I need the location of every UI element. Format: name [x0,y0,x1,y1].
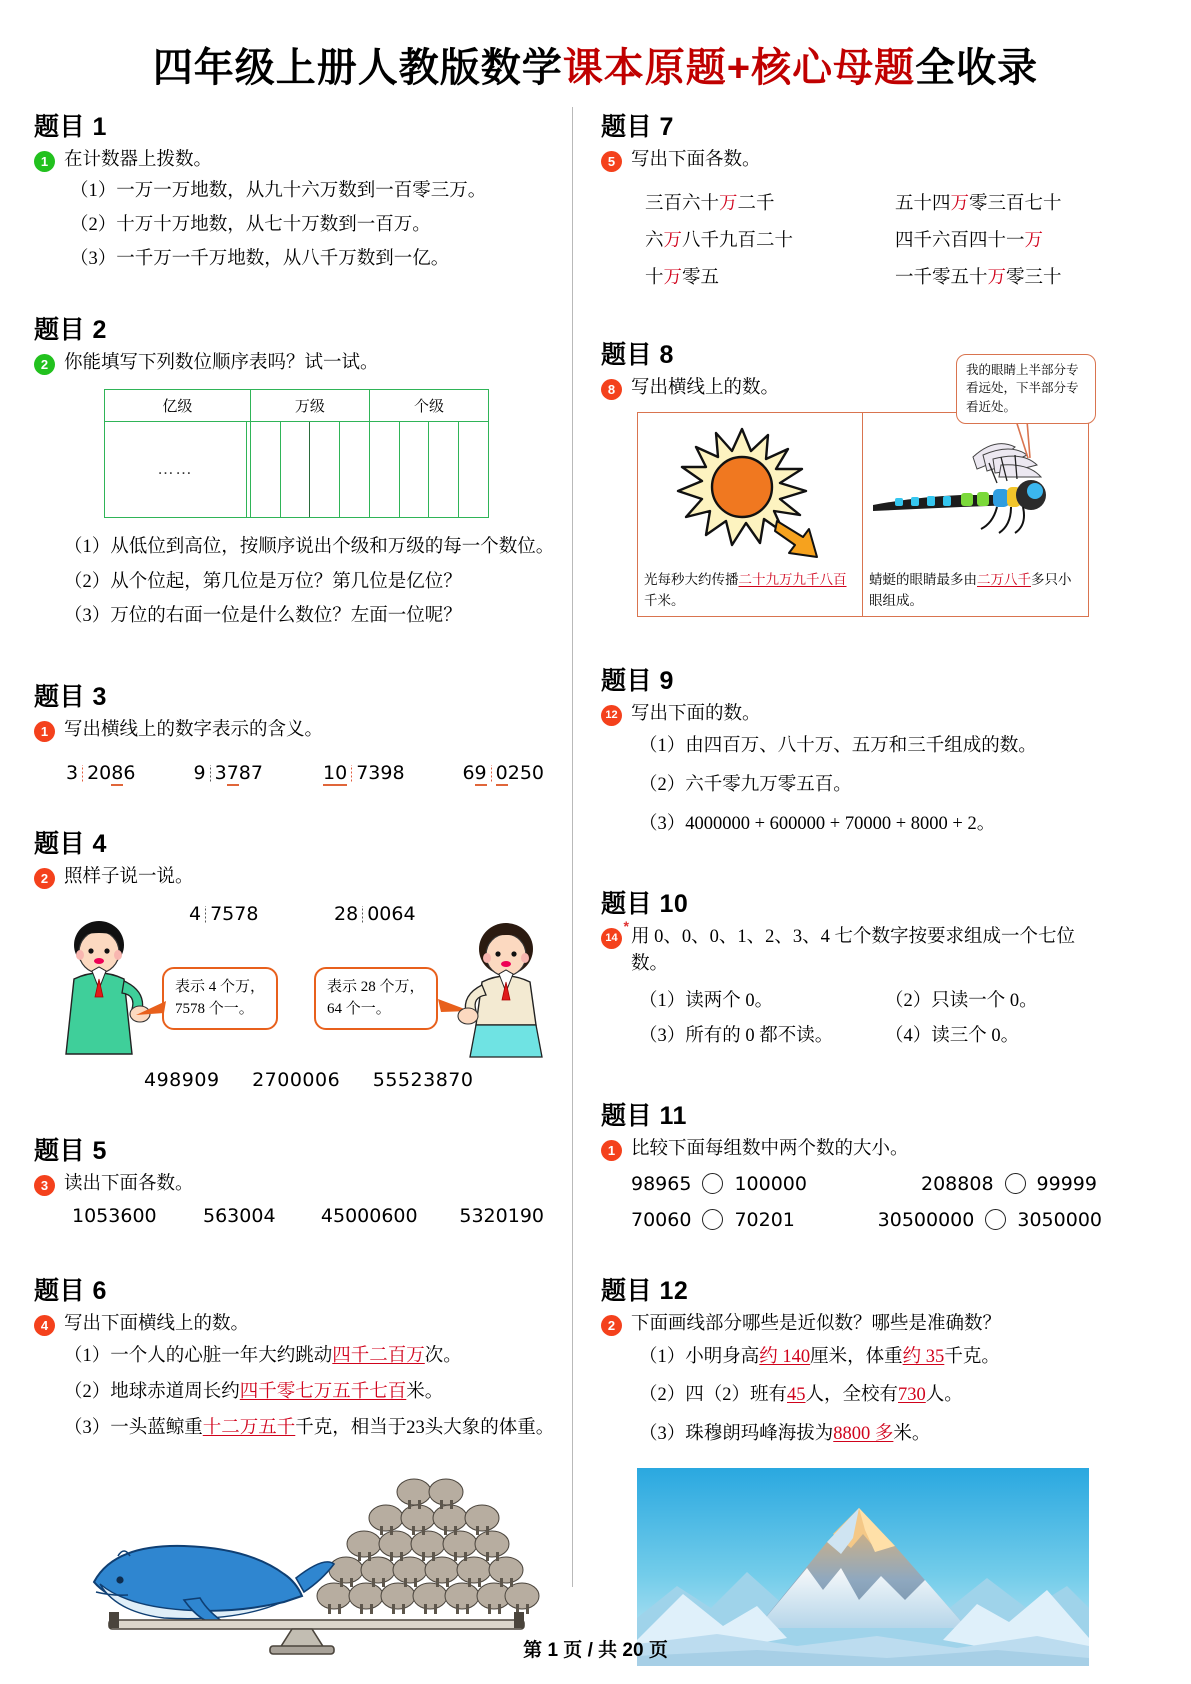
problem-2-line-3: （3）万位的右面一位是什么数位？左面一位呢？ [64,605,462,626]
title-part-2-highlight: 课本原题+核心母题 [562,46,916,90]
problem-4-number-list [144,1069,499,1091]
problem-1-stem [34,147,544,174]
problem-6 [34,1271,555,1662]
problem-2-lines [64,530,555,633]
problem-5-heading: 题目 5 [34,1136,107,1165]
problem-4-bubble-right-line-2: 64 个一。 [327,1001,391,1018]
problem-9-lines [639,727,1102,844]
problem-10-heading: 题目 10 [601,889,689,918]
problem-4-number-left: 4 7578 [189,902,259,925]
problem-4-bubble-left [162,967,278,1030]
page-title [0,0,1191,107]
problem-7-badge: 5 [601,151,622,172]
problem-11-pair-1 [631,1173,921,1195]
comparison-circle[interactable] [985,1209,1006,1230]
problem-4-stem-text: 照样子说一说。 [64,866,194,887]
place-value-table [104,389,489,518]
problem-5 [34,1131,544,1228]
problem-11-pair-3 [631,1209,878,1231]
problem-8-stem-text: 写出横线上的数。 [631,377,780,398]
problem-11-compare-grid [631,1173,1102,1231]
problem-4-number-right: 28 0064 [334,902,416,925]
problem-4-bubble-left-line-2: 7578 个一。 [175,1001,254,1018]
problem-6-badge: 4 [34,1315,55,1336]
problem-4-bubble-left-line-1: 表示 4 个万， [175,978,266,995]
problem-9-stem [601,701,1102,728]
problem-9 [601,661,1102,844]
problem-11-pair-4-b: 3050000 [1017,1208,1102,1231]
problem-3-number-row [66,762,544,784]
problem-5-number-2: 563004 [203,1205,276,1228]
problem-9-heading: 题目 9 [601,666,674,695]
place-value-cell-dots: …… [105,422,247,518]
place-value-group-ge: 个级 [369,390,488,422]
problem-11-row-1 [631,1173,1102,1195]
girl-illustration [454,919,554,1059]
problem-9-line-2: （2）六千零九万零五百。 [639,775,852,796]
whale-sheep-scale-svg [34,1452,554,1657]
arrow-icon [773,517,823,563]
digit-separator-icon [491,765,492,782]
problem-1-badge: 1 [34,151,55,172]
problem-5-number-1: 1053600 [72,1205,157,1228]
problem-1-line-3: （3）一千万一千万地数，从八千万数到一亿。 [70,249,450,270]
problem-3 [34,677,544,784]
problem-9-stem-text: 写出下面的数。 [631,703,761,724]
problem-2-heading: 题目 2 [34,316,107,345]
problem-8-dragonfly-bubble: 我的眼睛上半部分专看远处，下半部分专看近处。 [956,354,1096,424]
digit-separator-icon [351,765,352,782]
problem-5-number-row [72,1205,544,1227]
problem-11-heading: 题目 11 [601,1101,687,1130]
problem-3-heading: 题目 3 [34,682,107,711]
problem-5-number-4: 5320190 [459,1205,544,1228]
left-column [34,107,564,1587]
problem-8-badge: 8 [601,379,622,400]
problem-5-stem-text: 读出下面各数。 [64,1173,194,1194]
problem-11-pair-4-a: 30500000 [877,1208,975,1231]
problem-2-line-1: （1）从低位到高位，按顺序说出个级和万级的每一个数位。 [64,537,555,558]
problem-2-stem [34,350,544,377]
problem-11-pair-3-a: 70060 [631,1208,692,1231]
problem-11-pair-2 [921,1173,1097,1195]
problem-3-number-2: 9 3787 [193,761,263,784]
problem-6-line-1: （1）一个人的心脏一年大约跳动四千二百万次。 [64,1346,462,1367]
problem-10-options [639,984,1102,1054]
problem-10-option-3: （3）所有的 0 都不读。 [639,1025,834,1046]
problem-11-row-2 [631,1209,1102,1231]
problem-4-heading: 题目 4 [34,829,107,858]
problem-6-line-2: （2）地球赤道周长约四千零七万五千七百米。 [64,1382,444,1403]
place-value-cell [250,422,280,518]
problem-1-line-1: （1）一万一万地数，从九十六万数到一百零三万。 [70,180,487,201]
problem-7-stem-text: 写出下面各数。 [631,150,761,170]
place-value-cell [369,422,399,518]
problem-7-left-item-2: 六万八千九百二十 [645,230,794,251]
problem-7-stem [601,147,1102,174]
problem-10-stem [601,924,1102,978]
problem-4-bubble-right [314,967,438,1030]
problem-5-stem [34,1171,544,1198]
problem-9-line-3: （3）4000000 + 600000 + 70000 + 8000 + 2。 [639,814,996,835]
problem-7-right-item-2: 四千六百四十一万 [895,230,1044,251]
problem-7-columns [645,186,1102,297]
problem-6-heading: 题目 6 [34,1277,107,1306]
sheep-pile [317,1479,539,1614]
problem-2-line-2: （2）从个位起，第几位是万位？第几位是亿位？ [64,571,462,592]
right-column [572,107,1102,1587]
digit-separator-icon [205,906,206,923]
problem-7-heading: 题目 7 [601,113,674,141]
problem-12-badge: 2 [601,1315,622,1336]
problem-11-pair-1-a: 98965 [631,1172,692,1195]
problem-11-badge: 1 [601,1140,622,1161]
problem-4-badge: 2 [34,868,55,889]
problem-6-line-3: （3）一头蓝鲸重十二万五千千克，相当于23头大象的体重。 [64,1418,555,1439]
problem-1-line-2: （2）十万十万地数，从七十万数到一百万。 [70,215,431,236]
problem-12-heading: 题目 12 [601,1276,689,1305]
problem-8-heading: 题目 8 [601,340,674,369]
problem-8-dragonfly-caption: 蜻蜓的眼睛最多由二万八千多只小眼组成。 [869,571,1072,608]
problem-10-option-1: （1）读两个 0。 [639,990,774,1011]
page-footer [0,1635,1191,1662]
problem-3-stem [34,717,544,744]
problem-11-pair-2-a: 208808 [921,1172,994,1195]
problem-4-illustration [34,897,544,1091]
problem-1-lines [70,174,544,277]
problem-3-number-4: 69 0250 [462,761,544,784]
boy-illustration [54,919,159,1059]
place-value-table-header-row [105,390,489,422]
problem-10-option-row-1 [639,984,1102,1019]
problem-11 [601,1096,1102,1231]
problem-7-right-item-3: 一千零五十万零三十 [895,267,1062,288]
place-value-cell [340,422,370,518]
digit-separator-icon [210,765,211,782]
two-column-body [0,107,1191,1587]
problem-8-sun-panel [638,413,863,616]
place-value-group-wan: 万级 [250,390,369,422]
problem-4-list-item-2: 2700006 [252,1068,341,1091]
problem-7 [601,107,1102,297]
digit-separator-icon [362,906,363,923]
problem-5-number-3: 45000600 [320,1205,418,1228]
problem-10-option-2: （2）只读一个 0。 [885,990,1038,1011]
problem-7-right-item-1: 五十四万零三百七十 [895,193,1062,214]
place-value-cell [310,422,340,518]
place-value-cell [280,422,310,518]
place-value-cell [459,422,489,518]
comparison-circle[interactable] [702,1209,723,1230]
problem-12 [601,1271,1102,1666]
title-part-1: 四年级上册人教版数学 [152,46,563,90]
problem-4-bubble-right-line-1: 表示 28 个万， [327,978,425,995]
problem-11-pair-3-b: 70201 [734,1208,795,1231]
problem-4 [34,824,544,1091]
problem-3-number-1: 3 2086 [66,761,136,784]
place-value-group-yi: 亿级 [105,390,251,422]
problem-4-list-item-3: 55523870 [372,1068,474,1091]
problem-4-stem [34,864,544,891]
problem-6-lines [64,1338,555,1446]
digit-separator-icon [82,765,83,782]
problem-10-badge: 14 * [601,928,622,949]
blue-whale-icon [94,1546,334,1625]
problem-1-stem-text: 在计数器上拨数。 [64,150,213,170]
problem-3-stem-text: 写出横线上的数字表示的含义。 [64,719,324,740]
problem-10 [601,884,1102,1054]
whale-balance-illustration [34,1452,544,1662]
problem-8-dragonfly-panel [863,413,1088,616]
dragonfly-icon [865,443,1083,548]
page-number-text: 第 1 页 / 共 20 页 [523,1640,668,1661]
problem-8 [601,335,1102,617]
problem-7-left-item-1: 三百六十万二千 [645,193,775,214]
problem-2-stem-text: 你能填写下列数位顺序表吗？试一试。 [64,353,379,374]
problem-2-badge: 2 [34,354,55,375]
problem-6-stem [34,1311,544,1338]
problem-12-lines [639,1338,1102,1455]
place-value-cell [399,422,429,518]
problem-1-heading: 题目 1 [34,113,107,141]
problem-4-list-item-1: 498909 [144,1068,220,1091]
problem-7-left-item-3: 十万零五 [645,267,720,288]
problem-8-sun-caption: 光每秒大约传播二十九万九千八百千米。 [644,571,847,608]
problem-11-pair-2-b: 99999 [1036,1172,1097,1195]
problem-1 [34,107,544,276]
problem-6-stem-text: 写出下面横线上的数。 [64,1314,250,1335]
problem-7-column-right [895,186,1062,297]
problem-11-stem-text: 比较下面每组数中两个数的大小。 [631,1138,909,1159]
problem-7-column-left [645,186,895,297]
problem-11-pair-1-b: 100000 [734,1172,807,1195]
problem-11-pair-4 [878,1209,1102,1231]
comparison-circle[interactable] [1005,1173,1026,1194]
bubble-tail-left-icon [134,995,168,1019]
problem-11-stem [601,1136,1102,1163]
problem-5-badge: 3 [34,1175,55,1196]
problem-10-option-row-2 [639,1019,1102,1054]
title-part-3: 全收录 [915,46,1039,90]
problem-12-line-1: （1）小明身高约 140厘米，体重约 35千克。 [639,1346,1000,1367]
problem-9-line-1: （1）由四百万、八十万、五万和三千组成的数。 [639,736,1037,757]
problem-12-stem-text: 下面画线部分哪些是近似数？哪些是准确数？ [631,1313,1002,1334]
problem-12-stem [601,1311,1102,1338]
problem-12-line-3: （3）珠穆朗玛峰海拔为8800 多米。 [639,1424,931,1445]
problem-10-option-4: （4）读三个 0。 [885,1025,1020,1046]
problem-12-line-2: （2）四（2）班有45人，全校有730人。 [639,1385,963,1406]
problem-2 [34,310,555,632]
comparison-circle[interactable] [702,1173,723,1194]
place-value-table-body-row [105,422,489,518]
place-value-cell [429,422,459,518]
problem-9-badge: 12 [601,705,622,726]
problem-10-stem-text: 用 0、0、0、1、2、3、4 七个数字按要求组成一个七位数。 [631,926,1076,974]
problem-3-number-3: 10 7398 [323,761,405,784]
problem-3-badge: 1 [34,721,55,742]
